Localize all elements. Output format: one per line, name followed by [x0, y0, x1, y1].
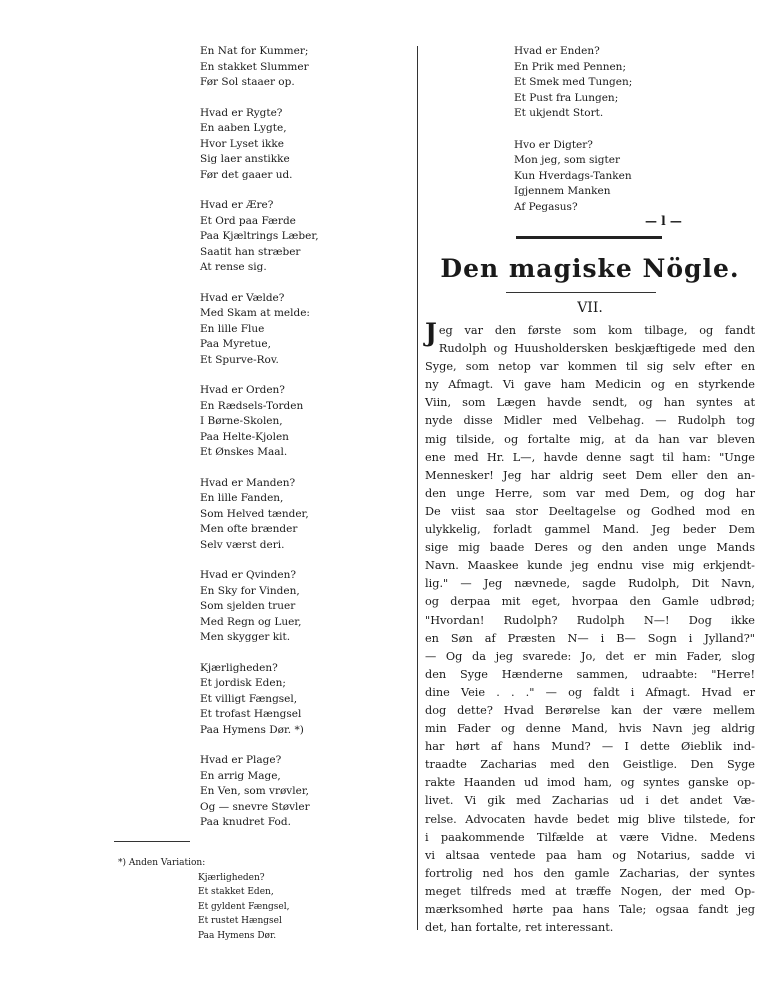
text-line: livet. Vi gik med Zacharias ud i det andet Væ-: [425, 794, 755, 808]
text-line: vi altsaa ventede paa ham og Notarius, sadde vi: [425, 848, 755, 862]
poem-line: Hvad er Orden?: [200, 384, 285, 396]
text-line: mærksomhed hørte paa hans Tale; ogsaa fandt jeg: [425, 903, 755, 916]
text-line: dine Veie . . ." — og faldt i Afmagt. Hvad er: [425, 685, 755, 699]
footnote-line: Et gyldent Fængsel,: [198, 901, 290, 912]
poem-line: Mon jeg, som sigter: [514, 154, 620, 166]
text-line: den Syge Hænderne sammen, udraabte: "Herre!: [425, 667, 755, 681]
drop-cap: J: [425, 318, 437, 347]
poem-line: Med Regn og Luer,: [200, 615, 302, 628]
poem-line: Hvad er Manden?: [200, 476, 296, 489]
poem-line: En stakket Slummer: [200, 60, 309, 73]
poem-line: Paa Kjæltrings Læber,: [200, 230, 319, 242]
footnote: [118, 856, 358, 943]
text-line: sige mig baade Deres og den anden unge Mands: [425, 541, 755, 555]
stanza: [200, 568, 400, 646]
poem-line: En aaben Lygte,: [200, 122, 287, 134]
text-line: en Søn af Præsten N— i B— Sogn i Jylland?": [425, 631, 755, 645]
poem-line: En arrig Mage,: [200, 769, 281, 782]
stanza: [200, 198, 400, 276]
text-line: eg var den første som kom tilbage, og fandt: [438, 324, 755, 337]
stanza: [200, 661, 400, 739]
text-line: dog dette? Hvad Berørelse kan der være mellem: [425, 703, 755, 717]
footnote-line: Paa Hymens Dør.: [198, 930, 277, 941]
text-line: Rudolph og Huusholdersken beskjæftigede med den: [438, 342, 755, 356]
poem-line: Et trofast Hængsel: [200, 708, 302, 720]
text-line: fortrolig ned hos den gamle Zacharias, der syntes: [425, 866, 755, 880]
text-line: Syge, som netop var kommen til sig selv efter en: [425, 360, 755, 374]
text-line: ulykkelig, forladt gammel Mand. Jeg beder Dem: [425, 523, 755, 537]
poem-signature: — l —: [645, 214, 682, 228]
poem-line: Paa knudret Fod.: [200, 816, 291, 828]
poem-line: En Nat for Kummer;: [200, 45, 309, 57]
chapter-number: VII.: [577, 300, 603, 316]
poem-line: Hvad er Plage?: [200, 754, 282, 766]
text-line: min Fader og denne Mand, hvis Navn jeg aldrig: [425, 722, 755, 736]
text-line: meget tilfreds med at træffe Nogen, der med Op-: [425, 884, 755, 898]
text-line: lig." — Jeg nævnede, sagde Rudolph, Dit Navn,: [425, 577, 755, 591]
poem-line: Igjennem Manken: [514, 185, 611, 197]
poem-line: Som Helved tænder,: [200, 507, 309, 520]
poem-line: Sig laer anstikke: [200, 153, 290, 165]
poem-line: Men ofte brænder: [200, 523, 298, 535]
poem-line: Og — snevre Støvler: [200, 800, 310, 813]
text-line: Mennesker! Jeg har aldrig seet Dem eller den an-: [425, 468, 755, 482]
text-line: det, han fortalte, ret interessant.: [425, 921, 614, 935]
poem-line: Hvo er Digter?: [514, 138, 593, 151]
poem-line: Men skygger kit.: [200, 631, 291, 643]
poem-line: Hvor Lyset ikke: [200, 137, 284, 150]
poem-line: Hvad er Vælde?: [200, 291, 285, 304]
title-divider: [506, 292, 656, 293]
poem-line: Saatit han stræber: [200, 245, 301, 258]
stanza: [200, 44, 400, 91]
right-poem: [514, 44, 714, 231]
section-divider: [516, 236, 662, 239]
text-line: nyde disse Midler med Velbehag. — Rudolph tog: [425, 414, 755, 428]
poem-line: Af Pegasus?: [514, 200, 578, 213]
article-body: [425, 318, 755, 937]
text-line: — Og da jeg svarede: Jo, det er min Fader, slog: [425, 649, 755, 663]
text-line: i paakommende Tilfælde at være Vidne. Medens: [425, 830, 755, 844]
stanza: [200, 291, 400, 369]
poem-line: Selv værst deri.: [200, 538, 285, 551]
poem-line: En lille Fanden,: [200, 492, 284, 504]
stanza: [200, 476, 400, 554]
text-line: traadte Zacharias med den Geistlige. Den Syge: [425, 758, 755, 772]
footnote-line: Et rustet Hængsel: [198, 916, 282, 926]
text-line: "Hvordan! Rudolph? Rudolph N—! Dog ikke: [425, 613, 755, 627]
footnote-divider: [114, 841, 190, 842]
poem-line: En lille Flue: [200, 322, 265, 335]
stanza: [514, 44, 714, 122]
stanza: [200, 753, 400, 831]
text-line: rakte Haanden ud imod ham, og syntes ganske op-: [425, 776, 755, 790]
poem-line: At rense sig.: [200, 261, 267, 273]
poem-line: Kun Hverdags-Tanken: [514, 169, 632, 182]
poem-line: Hvad er Rygte?: [200, 106, 283, 119]
poem-line: Paa Helte-Kjolen: [200, 430, 289, 443]
text-line: relse. Advocaten havde bedet mig blive tilstede, for: [425, 812, 755, 826]
text-line: Navn. Maaskee kunde jeg endnu vise mig erkjendt-: [425, 559, 755, 573]
poem-line: Et jordisk Eden;: [200, 677, 286, 689]
article-title: Den magiske Nögle.: [440, 254, 740, 283]
poem-line: Et Smek med Tungen;: [514, 76, 633, 88]
poem-line: Som sjelden truer: [200, 600, 296, 612]
footnote-heading: *) Anden Variation:: [118, 858, 206, 868]
text-line: mig tilside, og fortalte mig, at da han var bleven: [425, 432, 755, 446]
footnote-line: Et stakket Eden,: [198, 887, 274, 897]
poem-line: Kjærligheden?: [200, 661, 278, 674]
poem-line: Før det gaaer ud.: [200, 168, 293, 181]
text-line: ene med Hr. L—, havde denne sagt til ham: "Unge: [425, 450, 755, 464]
stanza: [200, 383, 400, 461]
poem-line: En Rædsels-Torden: [200, 399, 304, 412]
poem-line: Et Ord paa Færde: [200, 214, 296, 227]
poem-line: Et villigt Fængsel,: [200, 692, 298, 705]
poem-line: En Sky for Vinden,: [200, 584, 300, 597]
poem-line: En Prik med Pennen;: [514, 60, 626, 73]
stanza: [514, 138, 714, 216]
text-line: den unge Herre, som var med Dem, og dog har: [425, 486, 755, 500]
poem-line: Hvad er Enden?: [514, 45, 600, 57]
poem-line: Et Pust fra Lungen;: [514, 91, 619, 104]
text-line: ny Afmagt. Vi gave ham Medicin og en styrkende: [425, 378, 755, 392]
text-line: Viin, som Lægen havde sendt, og han syntes at: [425, 396, 755, 410]
text-line: har hørt af hans Mund? — I dette Øieblik ind-: [425, 740, 755, 754]
poem-line: Før Sol staaer op.: [200, 76, 295, 88]
poem-line: Et Spurve-Rov.: [200, 353, 279, 366]
poem-line: Paa Hymens Dør. *): [200, 723, 304, 736]
text-line: De viist saa stor Deeltagelse og Godhed mod en: [425, 504, 755, 518]
left-poem: [200, 44, 400, 846]
poem-line: Med Skam at melde:: [200, 307, 310, 319]
stanza: [200, 106, 400, 184]
poem-line: En Ven, som vrøvler,: [200, 785, 310, 797]
poem-line: Hvad er Ære?: [200, 199, 274, 211]
footnote-line: Kjærligheden?: [198, 872, 265, 883]
poem-line: I Børne-Skolen,: [200, 415, 283, 427]
poem-line: Hvad er Qvinden?: [200, 569, 296, 581]
column-divider: [417, 46, 418, 930]
poem-line: Paa Myretue,: [200, 338, 271, 350]
text-line: og derpaa mit eget, hvorpaa den Gamle udbrød;: [425, 595, 755, 609]
poem-line: Et ukjendt Stort.: [514, 107, 604, 119]
poem-line: Et Ønskes Maal.: [200, 446, 288, 458]
